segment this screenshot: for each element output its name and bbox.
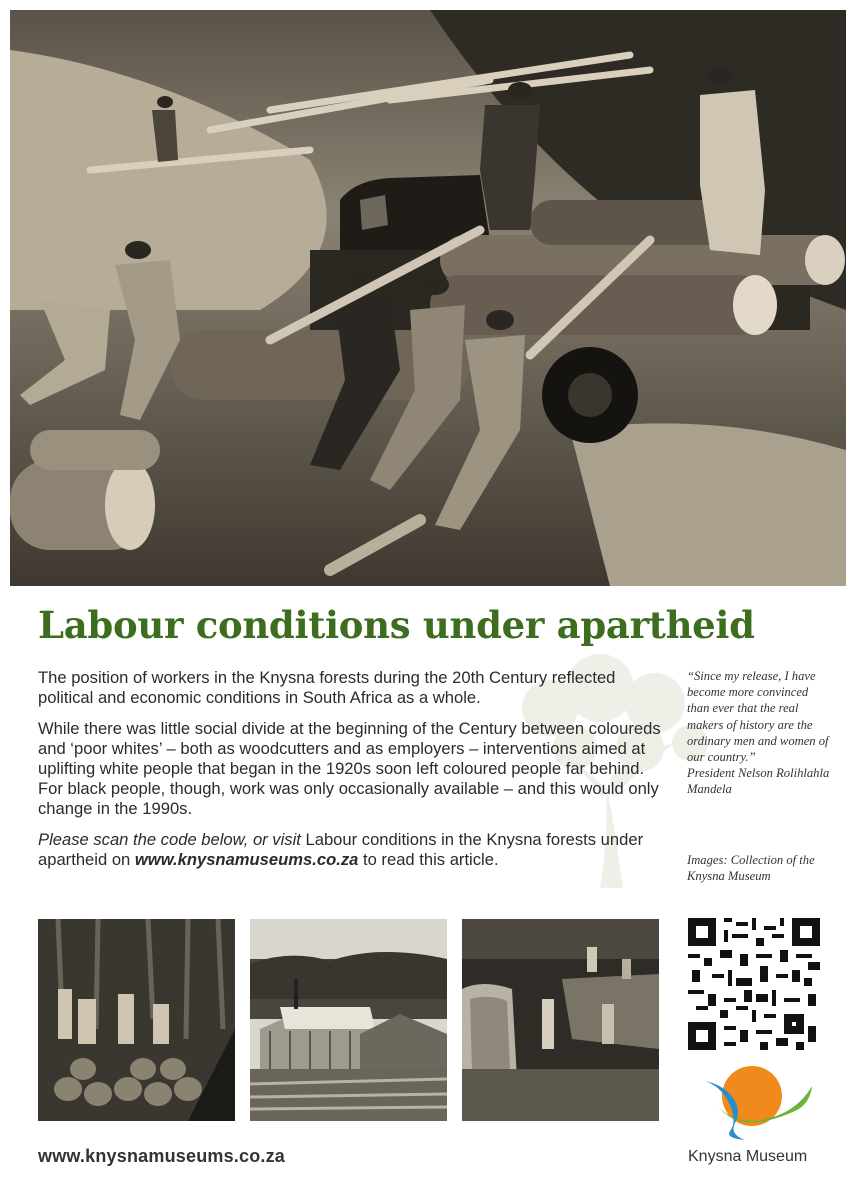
paragraph-call-to-action — [38, 830, 668, 870]
cta-on: on — [107, 850, 135, 869]
thumbnail-woodcutters — [38, 919, 235, 1121]
cta-website-link[interactable]: www.knysnamuseums.co.za — [134, 850, 359, 869]
page-title: Labour conditions under apartheid — [38, 603, 755, 647]
cta-tail: to read this article. — [358, 850, 499, 869]
paragraph-intro: The position of workers in the Knysna forests during the 20th Century reflected political and economic conditions in South Africa as a whole. — [38, 668, 616, 707]
cta-lead: Please scan the code below, or visit — [38, 830, 301, 849]
footer-website-link[interactable]: www.knysnamuseums.co.za — [38, 1146, 286, 1166]
thumbnail-timber-mill — [250, 919, 447, 1121]
paragraph-history: While there was little social divide at the beginning of the Century between coloureds and ‘poor whites’ – both as woodcutters and as employers – interventions aimed at uplifting white people that began in the 1920s soon left coloured people far behind. For black people, though, work was only occasionally available – and this would only change in the 1990s. — [38, 719, 661, 818]
cta-article-title: Labour conditions in the Knysna forests under apartheid — [38, 830, 644, 869]
footer-brand-name: Knysna Museum — [688, 1148, 808, 1165]
thumbnail-giant-tree — [462, 919, 659, 1121]
qr-code[interactable] — [688, 918, 820, 1050]
quote-text: “Since my release, I have become more convinced than ever that the real makers of history are the ordinary men and women of our country.” — [687, 669, 829, 765]
hero-photo — [10, 10, 846, 586]
article-body — [38, 668, 668, 881]
image-credit: Images: Collection of the Knysna Museum — [687, 853, 815, 884]
quote-attribution: President Nelson Rolihlahla Mandela — [687, 766, 830, 797]
knysna-museum-logo-icon — [700, 1066, 812, 1142]
mandela-quote — [687, 668, 832, 798]
